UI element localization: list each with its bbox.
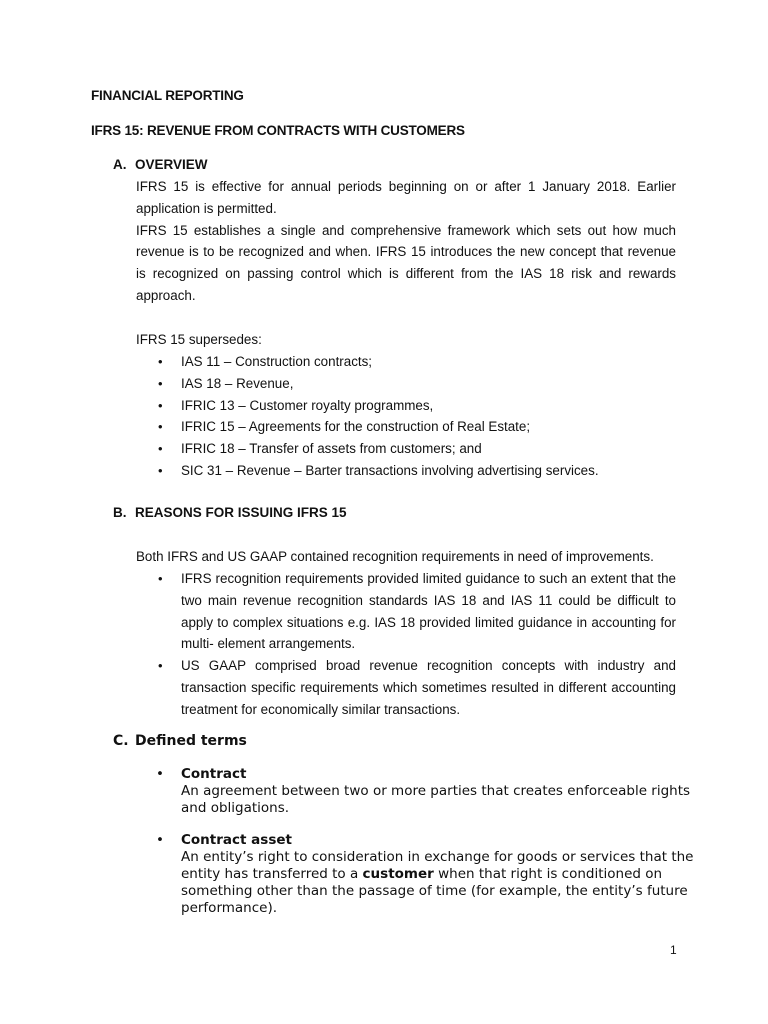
bullet-icon: •	[158, 571, 163, 586]
bullet-icon: •	[158, 462, 163, 478]
section-title: Defined terms	[135, 733, 247, 749]
section-letter: B.	[113, 505, 127, 520]
document-title: FINANCIAL REPORTING	[91, 88, 244, 103]
section-title: OVERVIEW	[135, 157, 208, 172]
section-b-heading	[113, 505, 347, 520]
defined-terms-list	[136, 766, 696, 932]
section-letter: C.	[113, 733, 129, 749]
bullet-icon: •	[158, 375, 163, 391]
list-item: • IAS 11 – Construction contracts;	[136, 351, 676, 373]
section-c-heading	[113, 733, 247, 749]
bullet-icon: •	[158, 397, 163, 413]
list-item: • IFRS recognition requirements provided limited guidance to such an extent that the two main revenue recognition standards IAS 18 and IAS 11 could be difficult to apply to complex situations e.g. IAS 18 provided limited guidance in accounting for multi- element arrangements.	[136, 568, 676, 655]
document-subtitle: IFRS 15: REVENUE FROM CONTRACTS WITH CUSTOMERS	[91, 123, 465, 138]
term-definition: An entity’s right to consideration in exchange for goods or services that the entity has transferred to a customer when that right is conditioned on something other than the passage of time (for example, the entity’s future performance).	[181, 849, 694, 916]
reasons-list	[136, 568, 676, 721]
list-item: • IFRIC 15 – Agreements for the construction of Real Estate;	[136, 416, 676, 438]
list-item: • US GAAP comprised broad revenue recognition concepts with industry and transaction specific requirements which sometimes resulted in different accounting treatment for economically similar transactions.	[136, 655, 676, 720]
bullet-icon: •	[156, 832, 164, 849]
section-title: REASONS FOR ISSUING IFRS 15	[135, 505, 347, 520]
list-item: • IAS 18 – Revenue,	[136, 373, 676, 395]
overview-paragraph-2: IFRS 15 establishes a single and comprehensive framework which sets out how much revenue is to be recognized and when. IFRS 15 introduces the new concept that revenue is recognized on passing control which is different from the IAS 18 risk and rewards approach.	[136, 222, 676, 303]
supersedes-list	[136, 351, 676, 482]
term-name: Contract	[181, 766, 247, 782]
list-item: • IFRIC 18 – Transfer of assets from customers; and	[136, 438, 676, 460]
overview-paragraph-1: IFRS 15 is effective for annual periods beginning on or after 1 January 2018. Earlier application is permitted.	[136, 179, 676, 216]
term-name: Contract asset	[181, 832, 292, 849]
section-a-body	[136, 176, 676, 307]
term-definition: An agreement between two or more parties that creates enforceable rights and obligations.	[181, 782, 691, 816]
emphasis-customer: customer	[362, 865, 434, 882]
supersedes-intro: IFRS 15 supersedes:	[136, 332, 262, 347]
bullet-icon: •	[158, 354, 163, 369]
bullet-icon: •	[156, 766, 164, 782]
list-item	[136, 832, 696, 916]
section-a-heading	[113, 157, 208, 172]
reasons-intro: Both IFRS and US GAAP contained recognition requirements in need of improvements.	[136, 549, 654, 564]
list-item	[136, 766, 696, 816]
section-letter: A.	[113, 157, 127, 172]
bullet-icon: •	[158, 658, 163, 674]
bullet-icon: •	[158, 441, 163, 457]
list-item: • SIC 31 – Revenue – Barter transactions involving advertising services.	[136, 460, 676, 482]
bullet-icon: •	[158, 419, 163, 435]
page-number: 1	[670, 943, 677, 957]
list-item: • IFRIC 13 – Customer royalty programmes,	[136, 395, 676, 417]
